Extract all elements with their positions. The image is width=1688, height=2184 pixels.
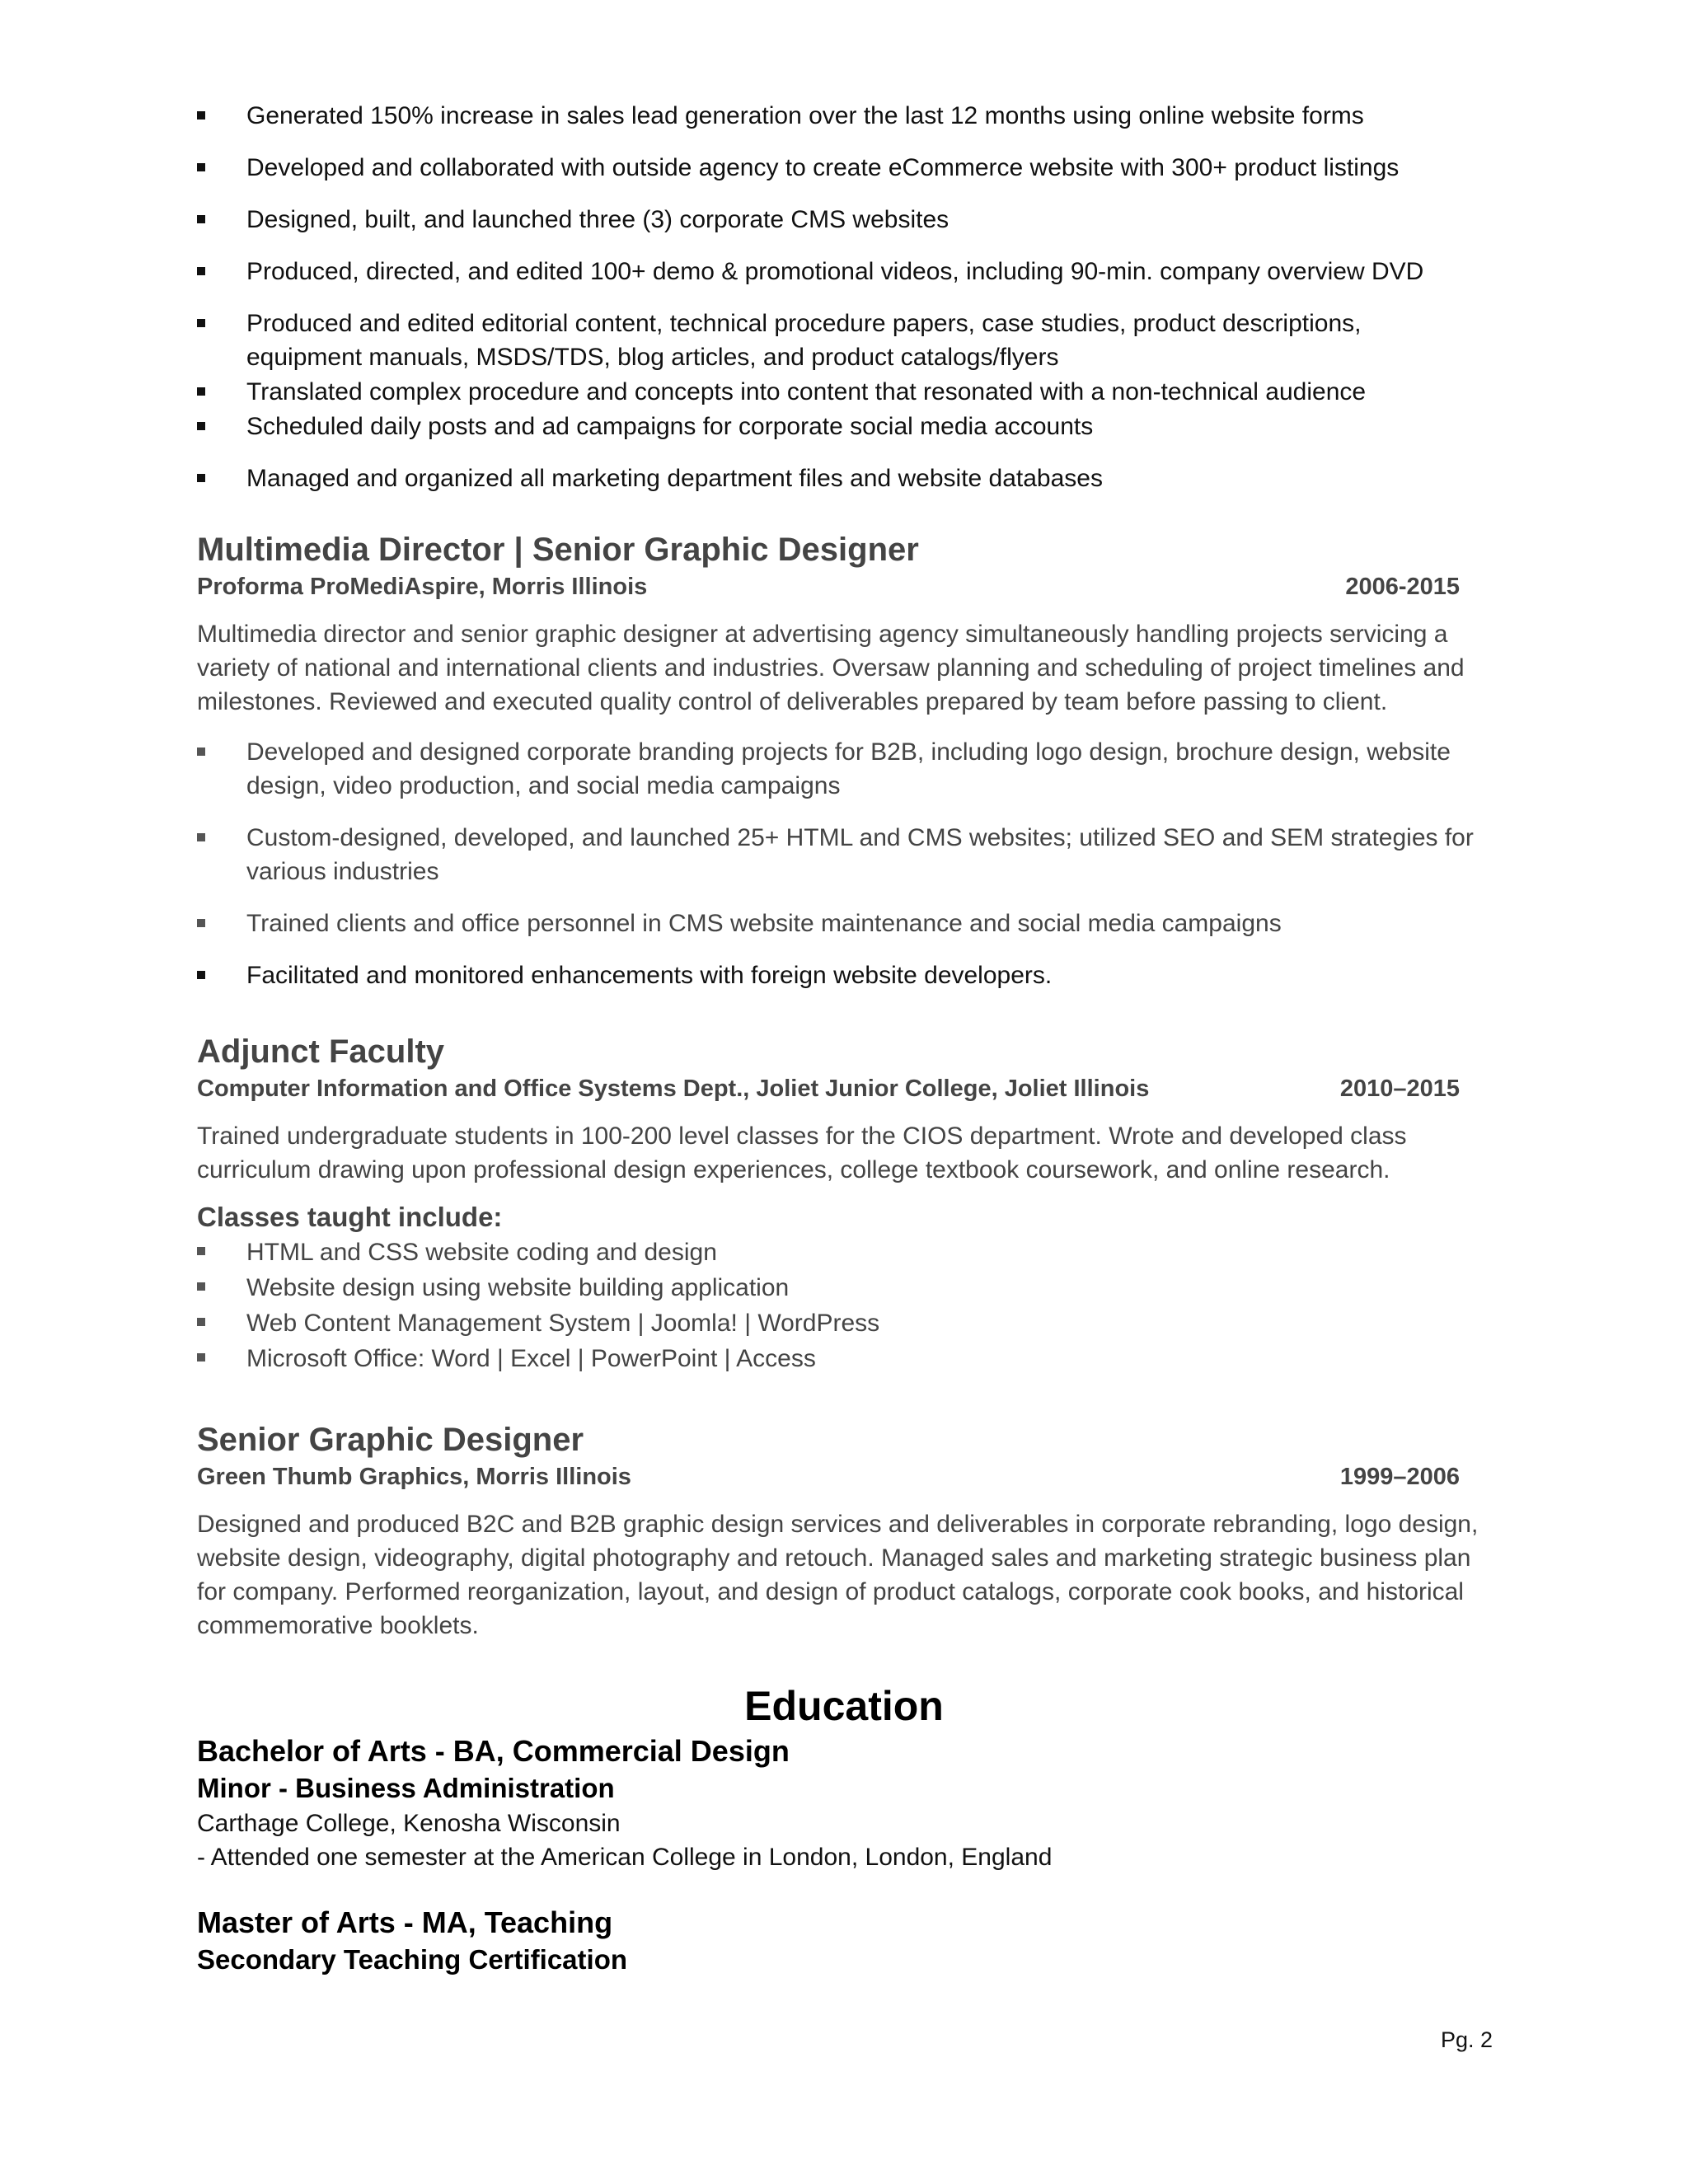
school-1: Carthage College, Kenosha Wisconsin	[197, 1810, 621, 1837]
job-adjunct-faculty	[197, 1032, 1491, 1376]
bullet-icon	[197, 319, 205, 327]
classes-heading: Classes taught include:	[197, 1202, 503, 1232]
job-description: Multimedia director and senior graphic designer at advertising agency simultaneously handling projects servicing a variety of national and international clients and industries. Oversaw planning and scheduling of project timelines and milestones. Reviewed and executed quality control of deliverables prepared by team before passing to client.	[197, 621, 1465, 715]
bullet-text: Microsoft Office: Word | Excel | PowerPoint | Access	[246, 1345, 816, 1372]
job-org-row	[197, 571, 1460, 602]
bullet-icon	[197, 215, 205, 223]
list-item	[197, 307, 1491, 374]
bullet-icon	[197, 163, 205, 171]
list-item	[197, 99, 1491, 133]
list-item	[197, 958, 1491, 992]
bullet-text: HTML and CSS website coding and design	[246, 1239, 717, 1266]
bullet-icon	[197, 474, 205, 482]
job-multimedia-director	[197, 530, 1491, 1010]
job-description: Designed and produced B2C and B2B graphic design services and deliverables in corporate rebranding, logo design, website design, videography, digital photography and retouch. Managed sales and marketing strategic business plan for company. Performed reorganization, layout, and design of product catalogs, corporate cook books, and historical commemorative booklets.	[197, 1511, 1479, 1639]
bullet-text: Developed and collaborated with outside agency to create eCommerce website with 300+ product listings	[246, 154, 1400, 181]
bullet-icon	[197, 748, 205, 756]
school-1-note: - Attended one semester at the American College in London, London, England	[197, 1844, 1053, 1871]
job-dates: 2006-2015	[1345, 574, 1460, 600]
bullet-icon	[197, 422, 205, 430]
bullet-text: Web Content Management System | Joomla! | WordPress	[246, 1310, 880, 1337]
bullet-text: Produced and edited editorial content, technical procedure papers, case studies, product descriptions, equipment manuals, MSDS/TDS, blog articles, and product catalogs/flyers	[246, 310, 1362, 371]
list-item	[197, 255, 1491, 288]
list-item	[197, 462, 1491, 495]
bullet-icon	[197, 387, 205, 396]
list-item	[197, 735, 1491, 803]
bullet-icon	[197, 1318, 205, 1326]
list-item	[197, 907, 1491, 940]
job-org-row	[197, 1461, 1460, 1493]
job-title: Multimedia Director | Senior Graphic Designer	[197, 532, 919, 568]
classes-list	[197, 1235, 1491, 1376]
job-title: Senior Graphic Designer	[197, 1422, 584, 1458]
job-bullets	[197, 735, 1491, 992]
bullet-text: Translated complex procedure and concepts into content that resonated with a non-technical audience	[246, 378, 1367, 405]
bullet-icon	[197, 833, 205, 841]
bullet-text: Website design using website building application	[246, 1274, 790, 1301]
bullet-text: Custom-designed, developed, and launched 25+ HTML and CMS websites; utilized SEO and SEM strategies for various industries	[246, 824, 1474, 885]
top-achievements-section	[197, 99, 1491, 513]
bullet-icon	[197, 1282, 205, 1291]
bullet-text: Scheduled daily posts and ad campaigns for corporate social media accounts	[246, 413, 1094, 440]
job-org-row	[197, 1073, 1460, 1104]
job-org: Proforma ProMediAspire, Morris Illinois	[197, 574, 648, 600]
job-title: Adjunct Faculty	[197, 1033, 445, 1070]
top-achievements-list	[197, 99, 1491, 495]
bullet-icon	[197, 1353, 205, 1361]
bullet-icon	[197, 919, 205, 927]
job-org: Green Thumb Graphics, Morris Illinois	[197, 1464, 631, 1490]
bullet-icon	[197, 1247, 205, 1255]
list-item	[197, 1235, 1491, 1270]
job-senior-graphic-designer	[197, 1420, 1491, 1643]
degree-2: Master of Arts - MA, Teaching	[197, 1905, 613, 1939]
list-item	[197, 1341, 1491, 1376]
degree-1: Bachelor of Arts - BA, Commercial Design	[197, 1734, 790, 1768]
job-dates: 2010–2015	[1339, 1076, 1460, 1102]
page-number: Pg. 2	[1441, 2027, 1493, 2052]
list-item	[197, 375, 1491, 409]
education-heading: Education	[744, 1683, 944, 1729]
bullet-icon	[197, 111, 205, 120]
bullet-text: Trained clients and office personnel in CMS website maintenance and social media campaigns	[246, 910, 1282, 937]
job-description: Trained undergraduate students in 100-200 level classes for the CIOS department. Wrote and developed class curriculum drawing upon professional design experiences, college textbook coursework, and online research.	[197, 1122, 1407, 1183]
bullet-icon	[197, 971, 205, 979]
minor-2: Secondary Teaching Certification	[197, 1944, 628, 1975]
list-item	[197, 410, 1491, 443]
bullet-icon	[197, 267, 205, 275]
list-item	[197, 1305, 1491, 1341]
list-item	[197, 151, 1491, 185]
minor-1: Minor - Business Administration	[197, 1773, 615, 1803]
bullet-text: Designed, built, and launched three (3) corporate CMS websites	[246, 206, 950, 233]
list-item	[197, 1270, 1491, 1305]
bullet-text: Produced, directed, and edited 100+ demo & promotional videos, including 90-min. company overview DVD	[246, 258, 1424, 285]
job-dates: 1999–2006	[1339, 1464, 1460, 1490]
list-item	[197, 203, 1491, 237]
bullet-text: Managed and organized all marketing department files and website databases	[246, 465, 1103, 492]
education-section	[197, 1681, 1491, 1978]
list-item	[197, 821, 1491, 888]
bullet-text: Facilitated and monitored enhancements with foreign website developers.	[246, 962, 1053, 989]
job-org: Computer Information and Office Systems Dept., Joliet Junior College, Joliet Illinois	[197, 1076, 1150, 1102]
bullet-text: Generated 150% increase in sales lead generation over the last 12 months using online website forms	[246, 102, 1364, 129]
bullet-text: Developed and designed corporate branding projects for B2B, including logo design, brochure design, website design, video production, and social media campaigns	[246, 738, 1451, 799]
